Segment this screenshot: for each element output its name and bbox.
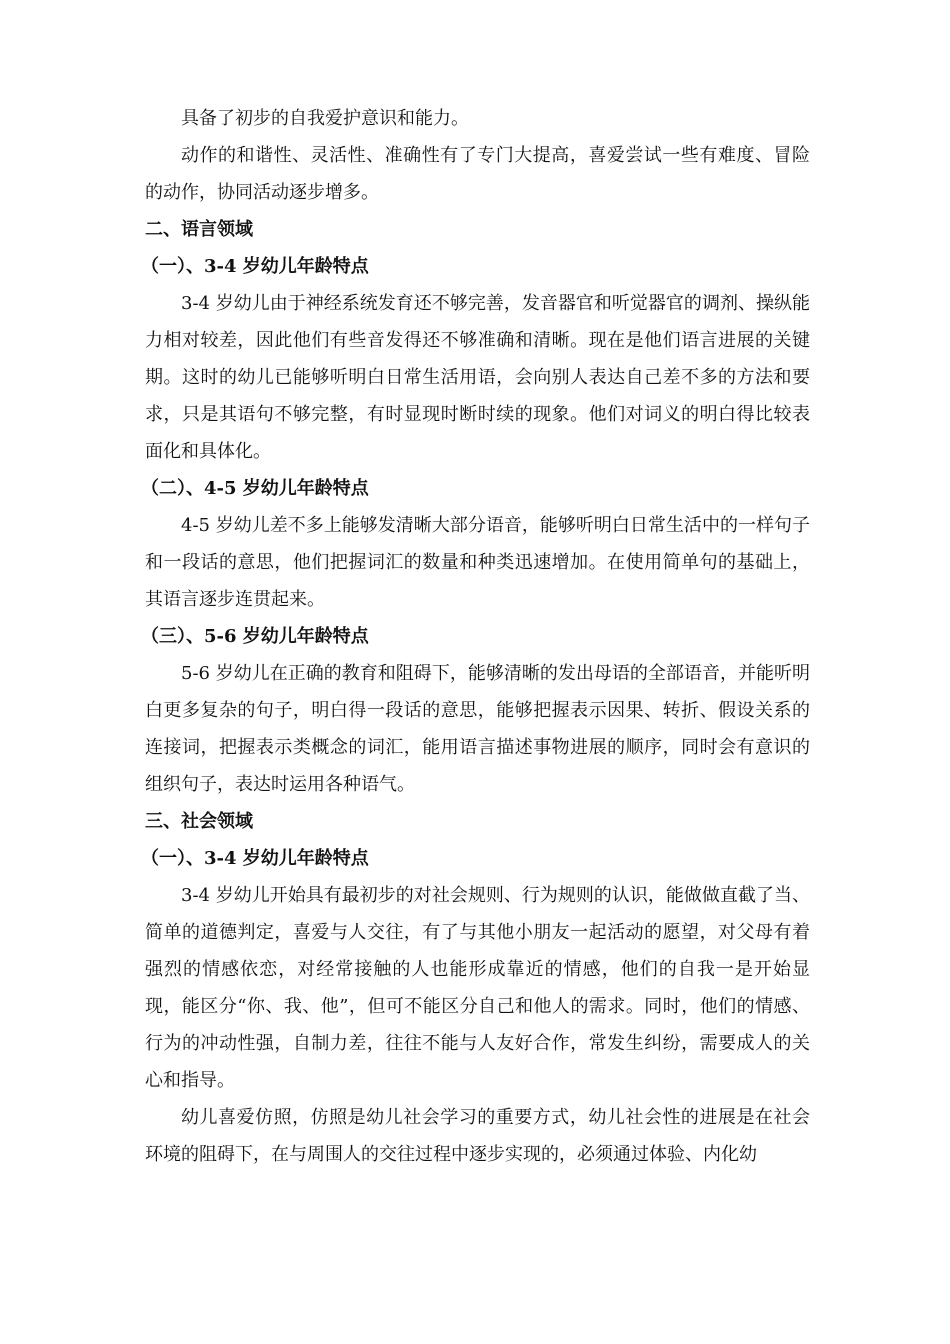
paragraph: 4-5 岁幼儿差不多上能够发清晰大部分语音，能够听明白日常生活中的一样句子和一段话的意思，他们把握词汇的数量和种类迅速增加。在使用简单句的基础上，其语言逐步连贯起来。 bbox=[145, 515, 810, 610]
section-heading-social: 三、社会领域 bbox=[145, 811, 253, 832]
paragraph: 3-4 岁幼儿开始具有最初步的对社会规则、行为规则的认识，能做做直截了当、简单的道德判定，喜爱与人交往，有了与其他小朋友一起活动的愿望，对父母有着强烈的情感依恋，对经常接触的人也能形成靠近的情感，他们的自我一是开始显现，能区分“你、我、他”，但可不能区分自己和他人的需求。同时，他们的情感、行为的冲动性强，自制力差，往往不能与人友好合作，常发生纠纷，需要成人的关心和指导。 bbox=[145, 885, 810, 1091]
subsection-heading: （一）、3-4 岁幼儿年龄特点 bbox=[141, 848, 369, 869]
subsection-heading: （一）、3-4 岁幼儿年龄特点 bbox=[141, 256, 369, 277]
document-body bbox=[141, 100, 810, 1173]
paragraph: 3-4 岁幼儿由于神经系统发育还不够完善，发音器官和听觉器官的调剂、操纵能力相对较差，因此他们有些音发得还不够准确和清晰。现在是他们语言进展的关键期。这时的幼儿已能够听明白日常生活用语，会向别人表达自己差不多的方法和要求，只是其语句不够完整，有时显现时断时续的现象。他们对词义的明白得比较表面化和具体化。 bbox=[145, 293, 810, 462]
paragraph: 5-6 岁幼儿在正确的教育和阻碍下，能够清晰的发出母语的全部语音，并能听明白更多复杂的句子，明白得一段话的意思，能够把握表示因果、转折、假设关系的连接词，把握表示类概念的词汇，能用语言描述事物进展的顺序，同时会有意识的组织句子，表达时运用各种语气。 bbox=[145, 663, 810, 795]
paragraph: 具备了初步的自我爱护意识和能力。 bbox=[181, 108, 469, 129]
section-heading-language: 二、语言领域 bbox=[145, 219, 253, 240]
paragraph: 幼儿喜爱仿照，仿照是幼儿社会学习的重要方式，幼儿社会性的进展是在社会环境的阻碍下，在与周围人的交往过程中逐步实现的，必须通过体验、内化幼 bbox=[145, 1107, 810, 1165]
subsection-heading: （二）、4-5 岁幼儿年龄特点 bbox=[141, 478, 369, 499]
paragraph: 动作的和谐性、灵活性、准确性有了专门大提高，喜爱尝试一些有难度、冒险的动作，协同活动逐步增多。 bbox=[145, 145, 810, 203]
subsection-heading: （三）、5-6 岁幼儿年龄特点 bbox=[141, 626, 369, 647]
